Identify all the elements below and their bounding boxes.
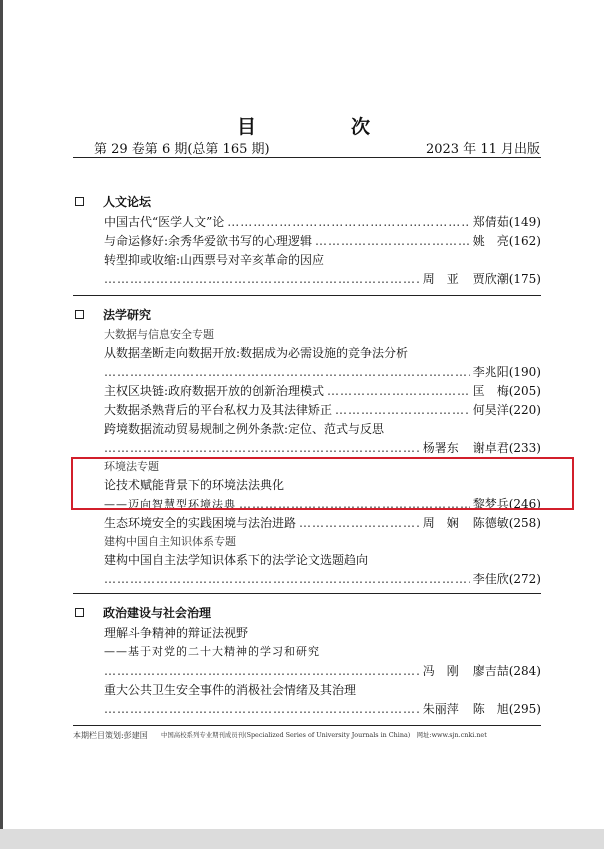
toc-entry[interactable] (104, 270, 541, 289)
entry-author: 周 娴 (422, 516, 459, 530)
entry-author: 杨署东 (422, 441, 459, 455)
entry-page: (220) (508, 403, 541, 417)
leader-dots (104, 270, 420, 289)
header-rule (73, 157, 541, 158)
toc-entry[interactable] (104, 662, 541, 681)
topic-heading: 环境法专题 (104, 460, 159, 473)
leader-dots (335, 401, 470, 420)
highlight-box (71, 457, 574, 510)
footer-rule (73, 725, 541, 726)
toc-entry[interactable] (104, 514, 541, 533)
entry-author: 周 亚 (422, 272, 459, 286)
footer-series: 中国高校系列专业期刊成员刊(Specialized Series of University Journals in China) 网址:www.sjn.cnki.net (161, 731, 487, 739)
entry-author: 谢卓君 (472, 441, 509, 455)
entry-author: 姚 亮 (472, 234, 509, 248)
entry-page: (205) (508, 384, 541, 398)
entry-author: 郑倩茹 (472, 215, 509, 229)
section-title: 政治建设与社会治理 (103, 605, 212, 620)
toc-entry[interactable] (104, 570, 541, 589)
entry-author: 何昊洋 (472, 403, 509, 417)
entry-title[interactable]: 理解斗争精神的辩证法视野 (104, 626, 249, 640)
entry-title[interactable]: 转型抑或收缩:山西票号对辛亥革命的因应 (104, 253, 325, 267)
leader-dots (104, 700, 420, 719)
leader-dots (299, 514, 420, 533)
entry-author: 李佳欣 (472, 572, 509, 586)
entry-title: 主权区块链:政府数据开放的创新治理模式 (104, 384, 325, 398)
entry-page: (284) (508, 664, 541, 678)
entry-title: 大数据杀熟背后的平台私权力及其法律矫正 (104, 403, 333, 417)
entry-author: 匡 梅 (472, 384, 509, 398)
leader-dots (104, 363, 470, 382)
section-title: 人文论坛 (103, 194, 152, 209)
issue-number: 第 29 卷第 6 期(总第 165 期) (94, 142, 270, 157)
section-politics (69, 603, 541, 719)
entry-page: (272) (508, 572, 541, 586)
entry-title: 中国古代“医学人文”论 (104, 215, 225, 229)
entry-author: 贾欣潮 (472, 272, 509, 286)
entry-page: (233) (508, 441, 541, 455)
leader-dots (227, 213, 469, 232)
entry-page: (162) (508, 234, 541, 248)
entry-author: 朱丽萍 (422, 702, 459, 716)
entry-author: 陈德敏 (472, 516, 509, 530)
toc-entry[interactable] (104, 382, 541, 401)
entry-page: (246) (508, 497, 541, 511)
publish-date: 2023 年 11 月出版 (425, 142, 540, 157)
leader-dots (104, 570, 470, 589)
toc-entry[interactable] (104, 232, 541, 251)
toc-entry[interactable] (104, 700, 541, 719)
entry-author: 廖吉喆 (472, 664, 509, 678)
toc-entry[interactable] (104, 439, 541, 458)
entry-title[interactable]: 跨境数据流动贸易规制之例外条款:定位、范式与反思 (104, 422, 385, 436)
entry-page: (295) (508, 702, 541, 716)
entry-author: 李兆阳 (472, 365, 509, 379)
toc-entry[interactable] (104, 213, 541, 232)
section-law (69, 305, 541, 589)
leader-dots (104, 662, 420, 681)
entry-title[interactable]: 论技术赋能背景下的环境法法典化 (104, 478, 285, 492)
section-divider (73, 295, 541, 296)
entry-title[interactable]: 从数据垄断走向数据开放:数据成为必需设施的竞争法分析 (104, 346, 409, 360)
toc-entry[interactable] (104, 363, 541, 382)
entry-title: 生态环境安全的实践困境与法治进路 (104, 516, 297, 530)
section-box-icon (75, 608, 84, 617)
section-box-icon (75, 197, 84, 206)
leader-dots (104, 439, 420, 458)
entry-title[interactable]: 建构中国自主法学知识体系下的法学论文选题趋向 (104, 553, 369, 567)
section-title: 法学研究 (103, 307, 152, 322)
section-humanities (69, 192, 541, 289)
viewer-bottom-edge (0, 829, 604, 849)
entry-title[interactable]: 重大公共卫生安全事件的消极社会情绪及其治理 (104, 683, 357, 697)
entry-page: (190) (508, 365, 541, 379)
entry-page: (258) (508, 516, 541, 530)
entry-author: 冯 刚 (422, 664, 459, 678)
entry-author: 陈 旭 (472, 702, 509, 716)
leader-dots (327, 382, 470, 401)
document-page (3, 0, 604, 829)
entry-page: (149) (508, 215, 541, 229)
toc-entry[interactable] (104, 401, 541, 420)
topic-heading: 大数据与信息安全专题 (104, 328, 214, 341)
entry-subtitle: ——迈向智慧型环境法典 (104, 498, 236, 511)
leader-dots (315, 232, 470, 251)
page-title: 目 次 (236, 116, 408, 138)
section-box-icon (75, 310, 84, 319)
entry-page: (175) (508, 272, 541, 286)
entry-title: 与命运修好:余秀华爱欲书写的心理逻辑 (104, 234, 313, 248)
entry-subtitle: ——基于对党的二十大精神的学习和研究 (104, 645, 320, 658)
footer-editor: 本期栏目策划:彭建国 (73, 731, 148, 740)
section-divider (73, 593, 541, 594)
entry-author: 黎梦兵 (472, 497, 509, 511)
topic-heading: 建构中国自主知识体系专题 (104, 535, 236, 548)
